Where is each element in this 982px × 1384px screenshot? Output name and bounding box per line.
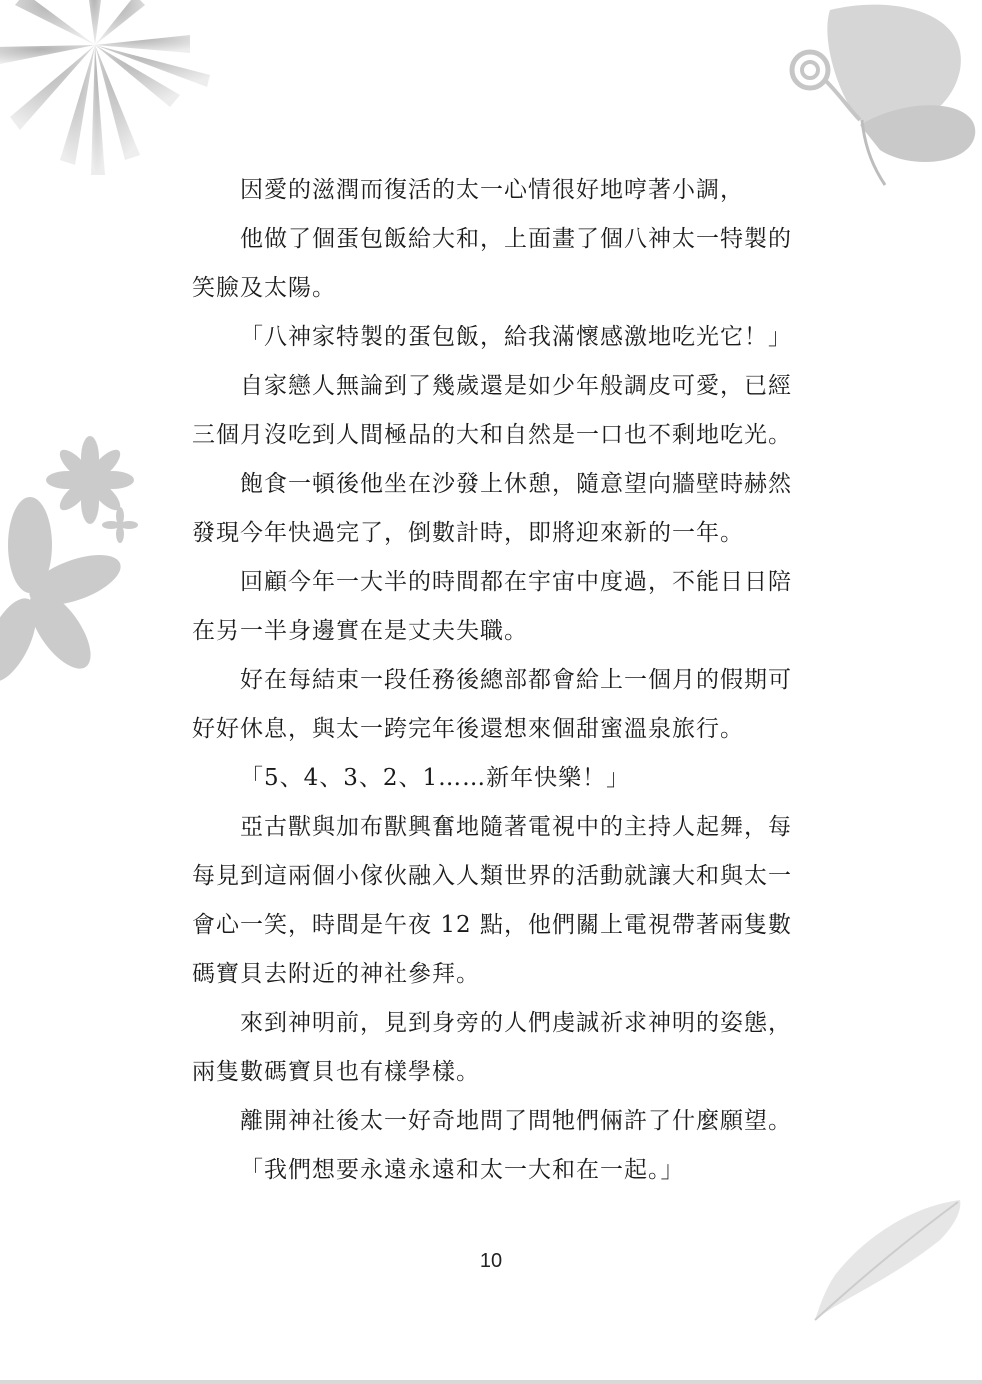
page-bottom-rule: [0, 1380, 982, 1384]
paragraph: 「八神家特製的蛋包飯，給我滿懷感激地吃光它！」: [240, 324, 792, 350]
paragraph: 「5、4、3、2、1……新年快樂！」: [240, 765, 631, 791]
page-body: [192, 166, 792, 1195]
paragraph: 「我們想要永遠永遠和太一大和在一起。」: [240, 1157, 685, 1183]
paragraph: 來到神明前，見到身旁的人們虔誠祈求神明的姿態，兩隻數碼寶貝也有樣學樣。: [192, 1010, 792, 1085]
paragraph: 自家戀人無論到了幾歲還是如少年般調皮可愛，已經三個月沒吃到人間極品的大和自然是一口也不剩地吃光。: [192, 373, 792, 448]
paragraph: 因愛的滋潤而復活的太一心情很好地哼著小調，: [240, 177, 744, 203]
paragraph: 離開神社後太一好奇地問了問牠們倆許了什麼願望。: [240, 1108, 792, 1134]
paragraph: 好在每結束一段任務後總部都會給上一個月的假期可好好休息，與太一跨完年後還想來個甜蜜溫泉旅行。: [192, 667, 792, 742]
paragraph: 他做了個蛋包飯給大和，上面畫了個八神太一特製的笑臉及太陽。: [192, 226, 792, 301]
flower-icon: [0, 430, 150, 690]
paragraph: 亞古獸與加布獸興奮地隨著電視中的主持人起舞，每每見到這兩個小傢伙融入人類世界的活動就讓大和與太一會心一笑，時間是午夜 12 點，他們關上電視帶著兩隻數碼寶貝去附近的神社參拜。: [192, 814, 792, 987]
paragraph: 回顧今年一大半的時間都在宇宙中度過，不能日日陪在另一半身邊實在是丈夫失職。: [192, 569, 792, 644]
butterfly-icon: [770, 0, 982, 190]
page-number: 10: [479, 1250, 503, 1272]
paragraph: 飽食一頓後他坐在沙發上休憩，隨意望向牆壁時赫然發現今年快過完了，倒數計時，即將迎來新的一年。: [192, 471, 792, 546]
